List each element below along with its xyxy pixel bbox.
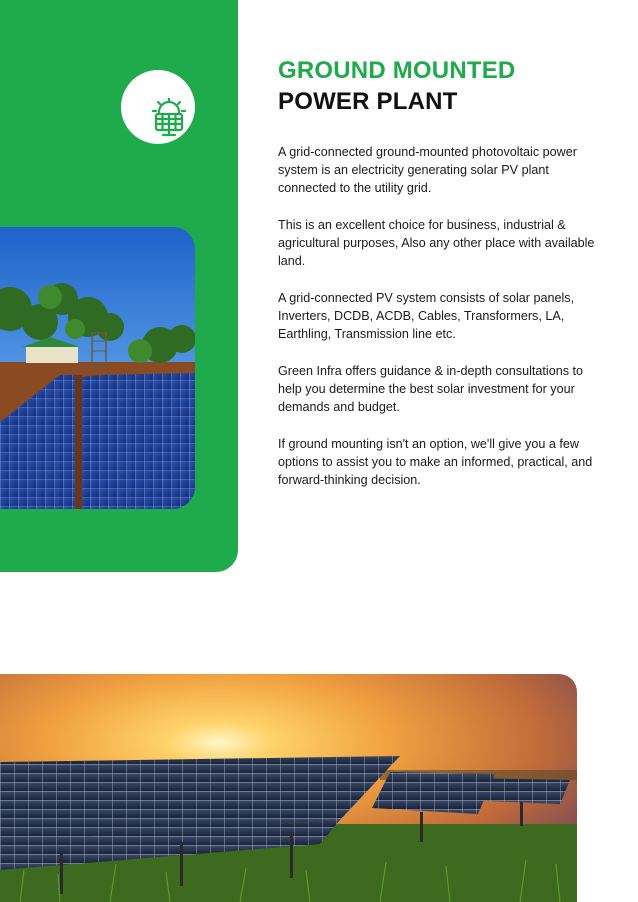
solar-farm-photo-tropical bbox=[0, 227, 195, 509]
paragraph-2: This is an excellent choice for business, industrial & agricultural purposes, Also any other place with available land. bbox=[278, 218, 595, 268]
page-heading bbox=[278, 57, 515, 116]
paragraph-5: If ground mounting isn't an option, we'll give you a few options to assist you to make an informed, practical, and forward-thinking decision. bbox=[278, 437, 593, 487]
paragraph-1: A grid-connected ground-mounted photovoltaic power system is an electricity generating solar PV plant connected to the utility grid. bbox=[278, 145, 577, 195]
body-text bbox=[278, 143, 608, 508]
paragraph-4: Green Infra offers guidance & in-depth consultations to help you determine the best solar investment for your demands and budget. bbox=[278, 364, 584, 414]
solar-panel-sun-icon bbox=[151, 98, 187, 138]
icon-badge bbox=[121, 70, 195, 144]
heading-line-1: GROUND MOUNTED bbox=[278, 57, 516, 84]
heading-line-2: POWER PLANT bbox=[278, 88, 458, 115]
paragraph-3: A grid-connected PV system consists of solar panels, Inverters, DCDB, ACDB, Cables, Transformers, LA, Earthling, Transmission line etc. bbox=[278, 291, 575, 341]
solar-farm-photo-sunset bbox=[0, 674, 577, 902]
